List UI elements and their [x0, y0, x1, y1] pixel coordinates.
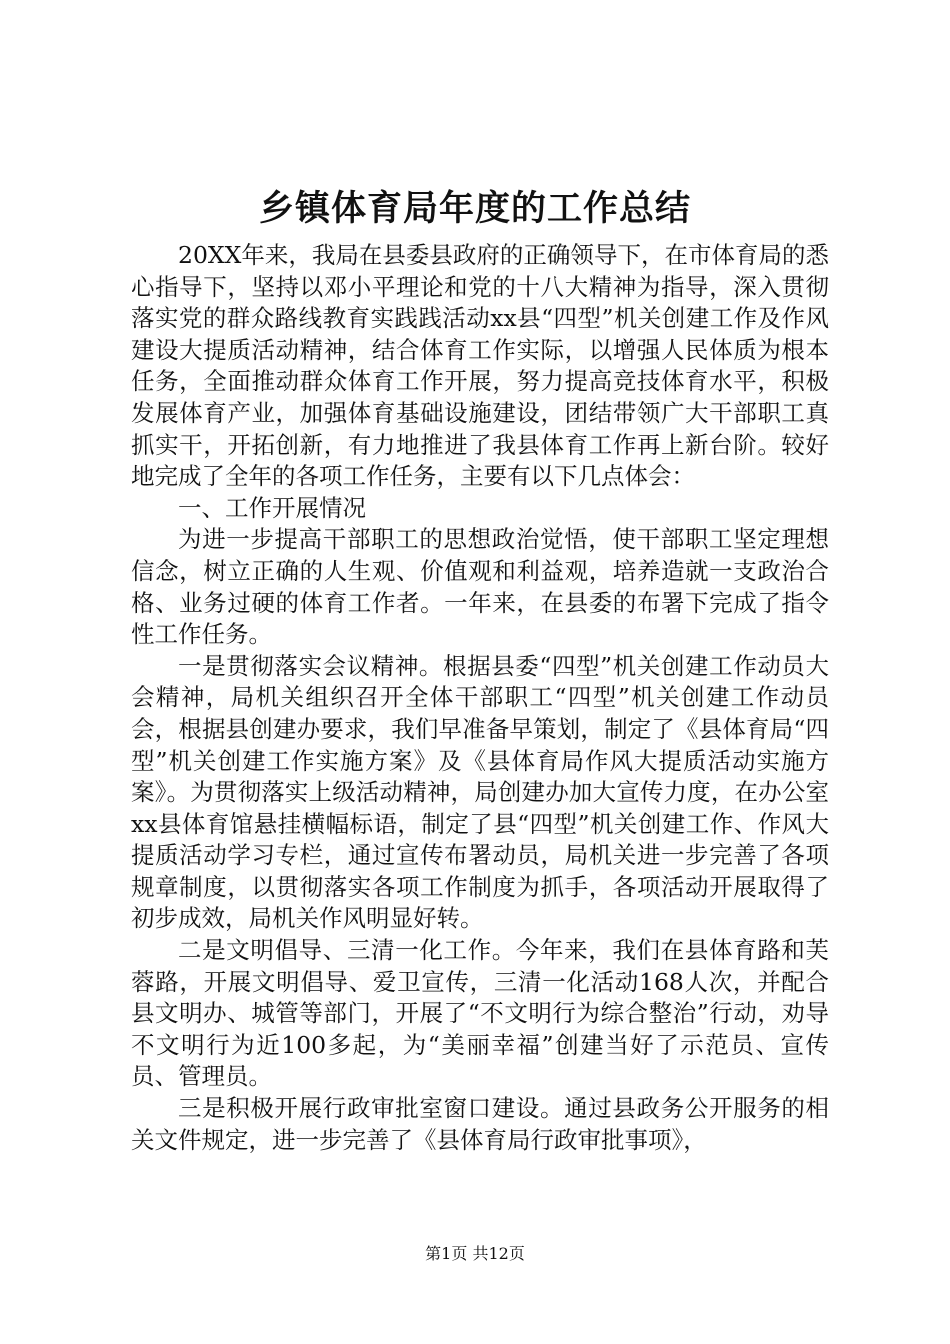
paragraph-political-awareness: 为进一步提高干部职工的思想政治觉悟，使干部职工坚定理想信念，树立正确的人生观、价值观和利益观，培养造就一支政治合格、业务过硬的体育工作者。一年来，在县委的布署下完成了指令性工作任务。 [131, 525, 829, 649]
page-total: 共12页 [472, 1244, 525, 1263]
paragraph-civilization-work: 二是文明倡导、三清一化工作。今年来，我们在县体育路和芙蓉路，开展文明倡导、爱卫宣传，三清一化活动168人次，并配合县文明办、城管等部门，开展了“不文明行为综合整治”行动，劝导不文明行为近100多起，为“美丽幸福”创建当好了示范员、宣传员、管理员。 [131, 936, 829, 1091]
paragraph-admin-approval: 三是积极开展行政审批室窗口建设。通过县政务公开服务的相关文件规定，进一步完善了《县体育局行政审批事项》， [131, 1094, 829, 1154]
page-number: 第1页 [425, 1244, 468, 1263]
document-body [131, 240, 829, 1156]
paragraph-meeting-spirit: 一是贯彻落实会议精神。根据县委“四型”机关创建工作动员大会精神，局机关组织召开全体干部职工“四型”机关创建工作动员会，根据县创建办要求，我们早准备早策划，制定了《县体育局“四型”机关创建工作实施方案》及《县体育局作风大提质活动实施方案》。为贯彻落实上级活动精神，局创建办加大宣传力度，在办公室xx县体育馆悬挂横幅标语，制定了县“四型”机关创建工作、作风大提质活动学习专栏，通过宣传布署动员，局机关进一步完善了各项规章制度，以贯彻落实各项工作制度为抓手，各项活动开展取得了初步成效，局机关作风明显好转。 [131, 651, 829, 933]
page-footer [0, 1243, 950, 1265]
document-title: 乡镇体育局年度的工作总结 [258, 189, 691, 229]
paragraph-intro: 20XX年来，我局在县委县政府的正确领导下，在市体育局的悉心指导下，坚持以邓小平理论和党的十八大精神为指导，深入贯彻落实党的群众路线教育实践践活动xx县“四型”机关创建工作及作风建设大提质活动精神，结合体育工作实际，以增强人民体质为根本任务，全面推动群众体育工作开展，努力提高竞技体育水平，积极发展体育产业，加强体育基础设施建设，团结带领广大干部职工真抓实干，开拓创新，有力地推进了我县体育工作再上新台阶。较好地完成了全年的各项工作任务，主要有以下几点体会： [131, 241, 829, 491]
section-heading-work-status: 一、工作开展情况 [178, 493, 366, 522]
